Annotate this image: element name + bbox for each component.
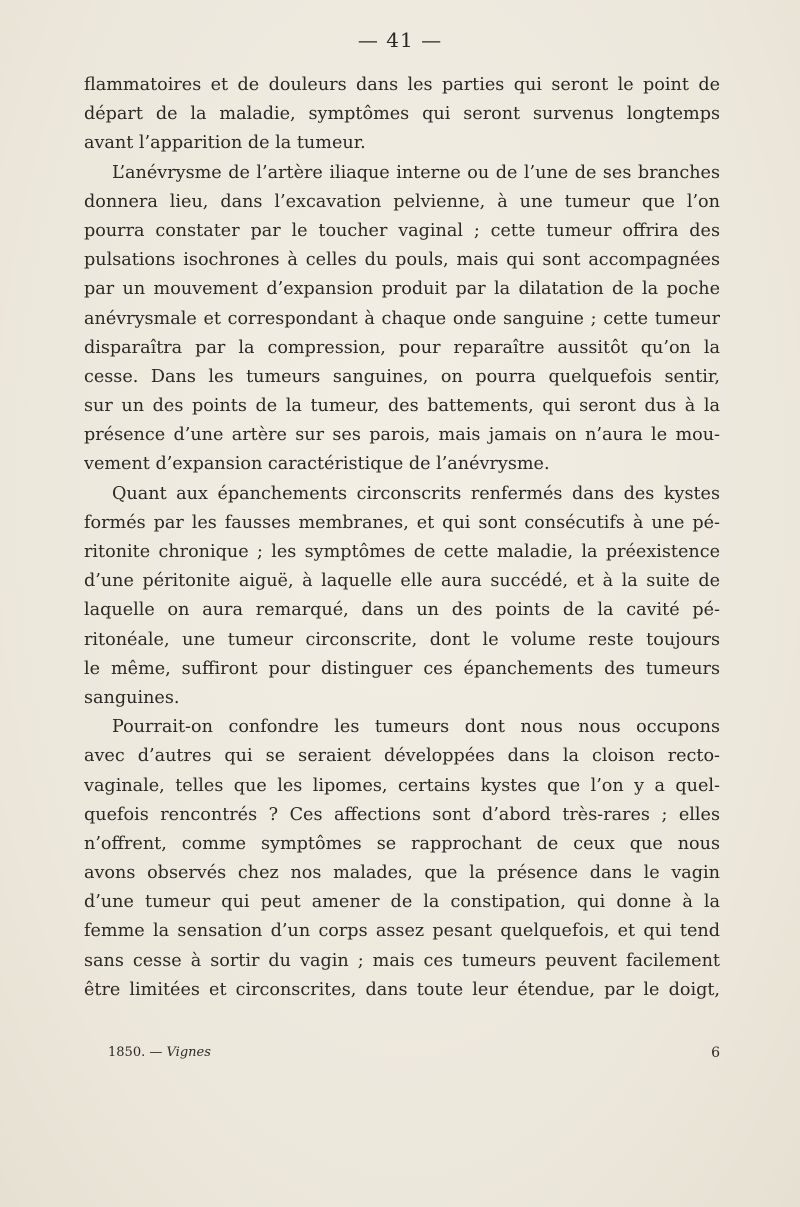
text-line: ritonéale, une tumeur circonscrite, dont le volume reste toujours: [84, 629, 720, 650]
text-line: sur un des points de la tumeur, des battements, qui seront dus à la: [84, 396, 720, 417]
text-line: formés par les fausses membranes, et qui sont consécutifs à une pé-: [84, 512, 720, 533]
sheet-number: 6: [711, 1045, 720, 1061]
text-line: pulsations isochrones à celles du pouls, mais qui sont accompagnées: [84, 250, 720, 271]
printer-signature: [108, 1045, 211, 1060]
body-text: [84, 71, 720, 1005]
text-line: Pourrait-on confondre les tumeurs dont nous nous occupons: [112, 717, 720, 738]
text-line: être limitées et circonscrites, dans toute leur étendue, par le doigt,: [84, 979, 720, 1000]
text-line: laquelle on aura remarqué, dans un des points de la cavité pé-: [84, 600, 720, 621]
text-line: sanguines.: [84, 687, 180, 708]
signature-name: Vignes: [166, 1045, 211, 1060]
text-line: cesse. Dans les tumeurs sanguines, on pourra quelquefois sentir,: [84, 366, 720, 387]
text-line: d’une tumeur qui peut amener de la constipation, qui donne à la: [84, 892, 720, 913]
text-line: L’anévrysme de l’artère iliaque interne ou de l’une de ses branches: [112, 162, 720, 183]
text-line: n’offrent, comme symptômes se rapprochant de ceux que nous: [84, 833, 720, 854]
text-line: le même, suffiront pour distinguer ces épanchements des tumeurs: [84, 658, 720, 679]
text-line: anévrysmale et correspondant à chaque onde sanguine ; cette tumeur: [84, 308, 720, 329]
text-line: donnera lieu, dans l’excavation pelvienne, à une tumeur que l’on: [84, 191, 720, 212]
text-line: vaginale, telles que les lipomes, certains kystes que l’on y a quel-: [84, 775, 720, 796]
text-line: vement d’expansion caractéristique de l’anévrysme.: [84, 454, 550, 475]
page-footer: [108, 1045, 720, 1067]
text-line: ritonite chronique ; les symptômes de cette maladie, la préexistence: [84, 542, 720, 562]
text-line: d’une péritonite aiguë, à laquelle elle aura succédé, et à la suite de: [84, 571, 720, 592]
text-line: sans cesse à sortir du vagin ; mais ces tumeurs peuvent facilement: [84, 950, 720, 971]
text-line: flammatoires et de douleurs dans les parties qui seront le point de: [84, 75, 720, 95]
text-line: présence d’une artère sur ses parois, mais jamais on n’aura le mou-: [84, 425, 720, 446]
text-line: avec d’autres qui se seraient développées dans la cloison recto-: [84, 746, 720, 767]
text-line: Quant aux épanchements circonscrits renfermés dans des kystes: [112, 483, 720, 504]
signature-year: 1850. —: [108, 1045, 163, 1060]
text-line: par un mouvement d’expansion produit par la dilatation de la poche: [84, 279, 720, 300]
text-line: avant l’apparition de la tumeur.: [84, 133, 366, 154]
text-line: disparaîtra par la compression, pour reparaître aussitôt qu’on la: [84, 337, 720, 358]
text-line: femme la sensation d’un corps assez pesant quelquefois, et qui tend: [84, 921, 720, 942]
text-line: avons observés chez nos malades, que la présence dans le vagin: [84, 863, 720, 884]
text-line: pourra constater par le toucher vaginal ; cette tumeur offrira des: [84, 220, 720, 241]
page-number: — 41 —: [357, 28, 443, 52]
text-line: quefois rencontrés ? Ces affections sont d’abord très-rares ; elles: [84, 804, 720, 825]
text-line: départ de la maladie, symptômes qui seront survenus longtemps: [84, 104, 720, 125]
